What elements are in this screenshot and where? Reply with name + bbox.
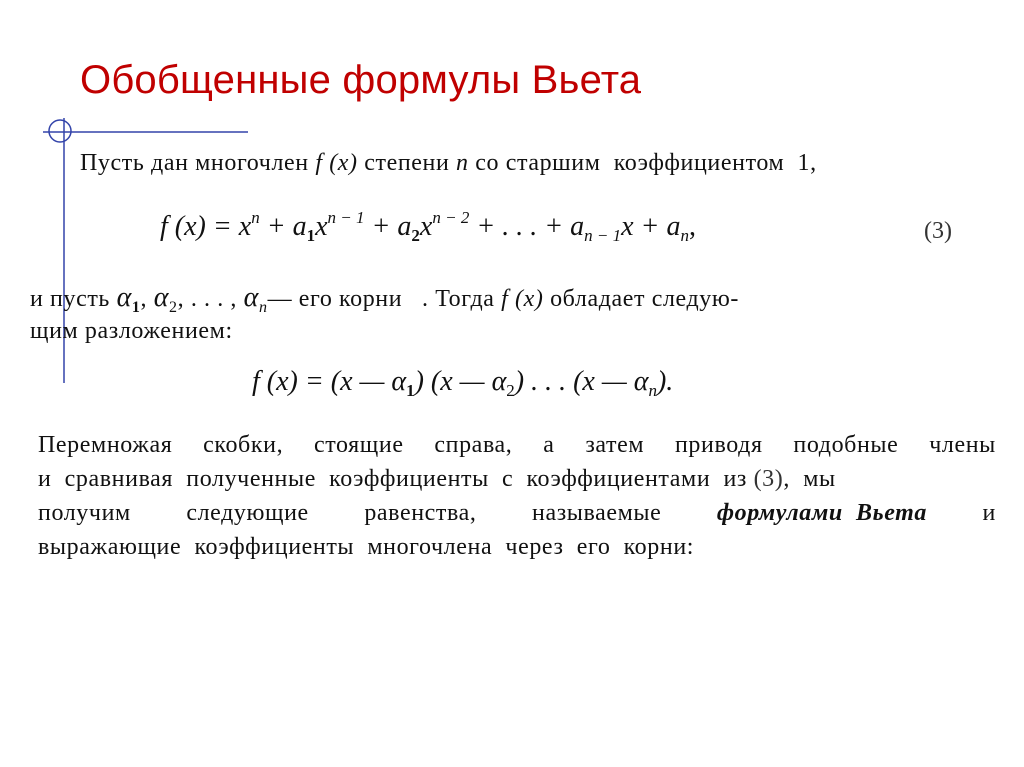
p1-w4: а	[543, 432, 555, 458]
p3-tail: и	[982, 500, 996, 526]
fact-sub2: 2	[506, 381, 515, 400]
p1-w2: стоящие	[313, 432, 404, 458]
alpha-n: α	[243, 282, 259, 313]
eq3-pow-n: n	[251, 208, 260, 227]
p3-w3: называемые	[532, 500, 662, 526]
roots-pre: и пусть	[30, 286, 117, 312]
eq3-term3: + . . . + a	[469, 211, 585, 242]
p1-w6: приводя	[674, 432, 763, 458]
eq3-term2-x: x	[419, 211, 433, 242]
slide-title: Обобщенные формулы Вьета	[80, 58, 642, 102]
p2-ref: (3)	[753, 466, 784, 492]
crosshair-circle	[49, 120, 71, 142]
roots-post: — его корни . Тогда	[267, 286, 502, 312]
p3-w1: следующие	[186, 500, 309, 526]
roots-sep-1: ,	[140, 286, 154, 312]
paragraph-line-1	[38, 432, 996, 459]
eq3-pow-n2: n − 2	[432, 208, 470, 227]
p3-w0: получим	[38, 500, 131, 526]
p2-post: , мы	[783, 466, 836, 492]
alpha-2: α	[153, 282, 170, 313]
intro-text-pre: Пусть дан многочлен	[80, 150, 316, 176]
eq3-term1: + a	[259, 211, 307, 242]
intro-text-post: со старшим коэффициентом 1,	[468, 150, 817, 176]
eq3-term1-x: x	[315, 211, 328, 242]
roots-fx: f (x)	[501, 286, 544, 312]
intro-fx: f (x)	[315, 150, 358, 176]
eq3-term2: + a	[364, 211, 412, 242]
intro-text-mid: степени	[357, 150, 457, 176]
p2-pre: и сравнивая полученные коэффициенты с коэффициентами из	[38, 466, 754, 492]
p1-w5: затем	[585, 432, 645, 458]
fact-tail: ).	[656, 366, 674, 397]
eq3-lhs: f (x) = x	[160, 211, 252, 242]
roots-line	[30, 282, 739, 317]
eq3-sub-n: n	[680, 226, 689, 245]
p1-w0: Перемножая	[38, 432, 173, 458]
equation-3	[160, 208, 696, 246]
equation-number: (3)	[924, 218, 952, 244]
paragraph-line-2	[38, 466, 836, 493]
eq3-pow-n1: n − 1	[327, 208, 365, 227]
eq3-sub2: 2	[411, 226, 420, 245]
roots-sep-2: ,	[177, 286, 191, 312]
paragraph-line-4	[38, 534, 694, 561]
intro-n: n	[456, 150, 469, 176]
fact-lhs: f (x) = (x — α	[252, 366, 407, 397]
eq3-sub-n1: n − 1	[584, 226, 622, 245]
p4-text: выражающие коэффициенты многочлена через его корни:	[38, 534, 695, 560]
fact-sub-n: n	[648, 381, 657, 400]
eq3-tail: ,	[688, 211, 696, 242]
fact-sub1: 1	[406, 381, 415, 400]
alpha-1-sub: 1	[131, 299, 141, 316]
intro-line	[80, 150, 817, 177]
factorization-formula	[252, 366, 673, 401]
eq3-sub1: 1	[306, 226, 316, 245]
p3-emphasis: формулами Вьета	[716, 500, 928, 526]
fact-mid2: ) . . . (x — α	[514, 366, 649, 397]
paragraph-line-3	[38, 500, 996, 527]
p1-w8: члены	[929, 432, 996, 458]
alpha-2-sub: 2	[169, 299, 178, 316]
eq3-term4: x + a	[621, 211, 681, 242]
alpha-1: α	[116, 282, 132, 313]
roots-line-2: щим разложением:	[30, 318, 233, 344]
roots-dots: . . . ,	[190, 286, 244, 312]
p1-w7: подобные	[793, 432, 899, 458]
alpha-n-sub: n	[258, 299, 268, 316]
p1-w3: справа,	[434, 432, 513, 458]
roots-tail: обладает следую-	[543, 286, 740, 312]
fact-mid1: ) (x — α	[414, 366, 507, 397]
p3-w2: равенства,	[364, 500, 477, 526]
p1-w1: скобки,	[203, 432, 284, 458]
